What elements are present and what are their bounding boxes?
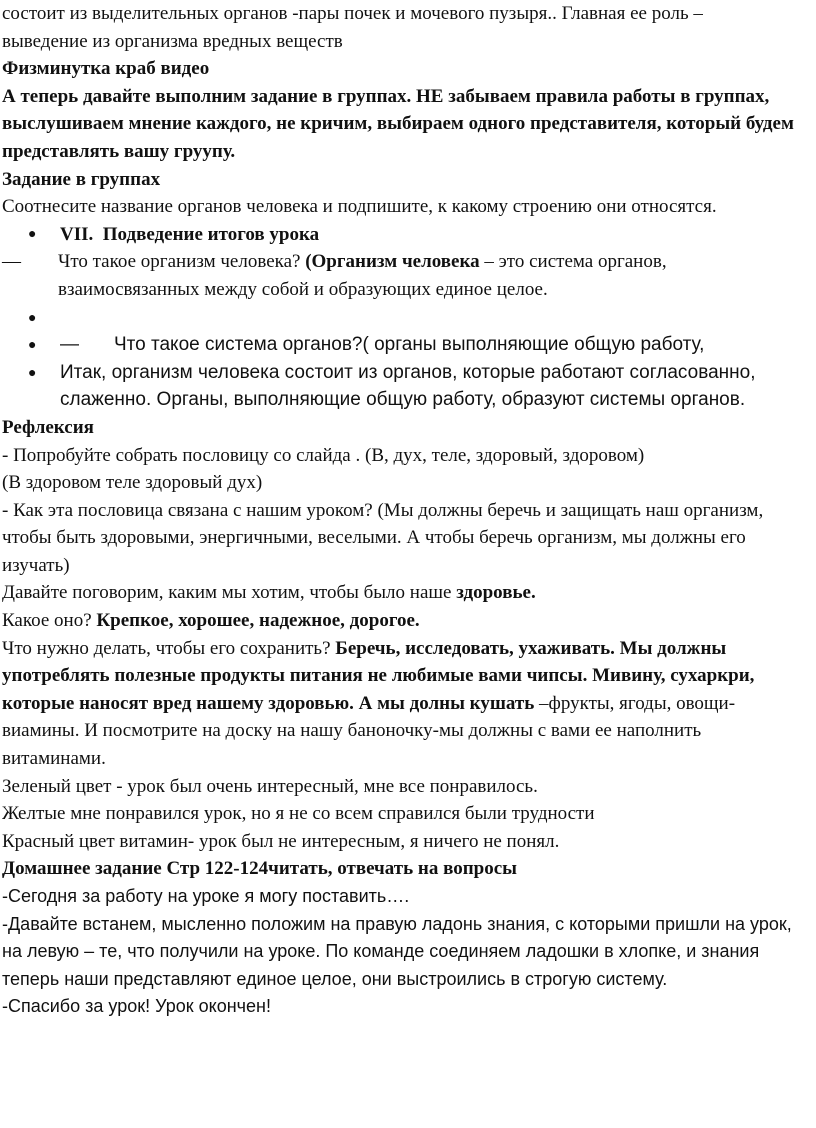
section-title: Подведение итогов урока	[102, 223, 320, 245]
closing-thanks: -Спасибо за урок! Урок окончен!	[2, 996, 271, 1017]
closing-grade: -Сегодня за работу на уроке я могу поставить….	[2, 886, 410, 906]
list-item-summary: ● Итак, организм человека состоит из органов, которые работают согласованно, слаженно. Органы, выполняющие общую работу, образуют системы органов.	[2, 359, 808, 414]
list-item-empty	[2, 304, 808, 332]
reflection-question: - Как эта пословица связана с нашим уроком? (Мы должны беречь и защищать наш организм, чтобы быть здоровыми, энергичными, веселыми. А чтобы беречь организм, мы должны его изучать)	[2, 499, 764, 576]
text-line: состоит из выделительных органов -пары почек и мочевого пузыря.. Главная ее роль –	[2, 3, 703, 24]
text-line: выведение из организма вредных веществ	[2, 30, 343, 52]
summary-bullets	[2, 304, 808, 414]
question-organism	[2, 248, 808, 303]
list-item-system-question: ● — Что такое система органов?( органы выполняющие общую работу,	[2, 331, 808, 359]
group-intro: А теперь давайте выполним задание в группах. НЕ забываем правила работы в группах, выслушиваем мнение каждого, не кричим, выбираем одного представителя, который будем представлять вашу груупу.	[2, 85, 794, 162]
homework: Домашнее задание Стр 122-124читать, отвечать на вопросы	[2, 858, 518, 880]
reflection-red: Красный цвет витамин- урок был не интересным, я ничего не понял.	[2, 830, 560, 852]
reflection-proverb: (В здоровом теле здоровый дух)	[2, 472, 263, 494]
bullet-dot-icon: ●	[28, 308, 37, 325]
dash-marker: —	[2, 251, 21, 273]
bullet-dot-icon: ●	[28, 226, 37, 242]
reflection-yellow: Желтые мне понравился урок, но я не со всем справился были трудности	[2, 803, 595, 825]
fizminutka-heading: Физминутка краб видео	[2, 58, 210, 80]
reflection-title: Рефлексия	[2, 416, 94, 438]
reflection-proverb-task: - Попробуйте собрать пословицу со слайда . (В, дух, теле, здоровый, здоровом)	[2, 444, 645, 466]
bullet-dot-icon: ●	[28, 336, 37, 353]
group-task-title: Задание в группах	[2, 168, 161, 190]
closing-palms: -Давайте встанем, мысленно положим на правую ладонь знания, с которыми пришли на урок, на левую – те, что получили на уроке. По команде соединяем ладошки в хлопке, и знания теперь наши представляют единое целое, они выстроились в строгую систему.	[2, 913, 792, 989]
group-task-text: Соотнесите название органов человека и подпишите, к какому строению они относятся.	[2, 196, 717, 218]
bullet-dot-icon: ●	[28, 363, 37, 380]
question-organism-text: Что такое организм человека? (Организм человека – это система органов, взаимосвязанных между собой и образующих единое целое.	[58, 251, 667, 300]
reflection-how-to-keep: Что нужно делать, чтобы его сохранить? Беречь, исследовать, ухаживать. Мы должны употреблять полезные продукты питания не любимые вами чипсы. Мивину, сухаркри, которые наносят вред нашему здоровью. А мы долны кушать –фрукты, ягоды, овощи-виамины. И посмотрите на доску на нашу баноночку-мы должны с вами ее наполнить витаминами.	[2, 637, 755, 770]
section-7-list	[2, 221, 808, 249]
reflection-green: Зеленый цвет - урок был очень интересный, мне все понравилось.	[2, 775, 538, 797]
reflection-health: Давайте поговорим, каким мы хотим, чтобы было наше здоровье.	[2, 582, 536, 604]
section-7-heading	[2, 221, 808, 249]
reflection-what-is-it: Какое оно? Крепкое, хорошее, надежное, дорогое.	[2, 610, 420, 632]
section-roman: VII.	[60, 223, 94, 245]
paragraph-kidney	[2, 0, 808, 55]
